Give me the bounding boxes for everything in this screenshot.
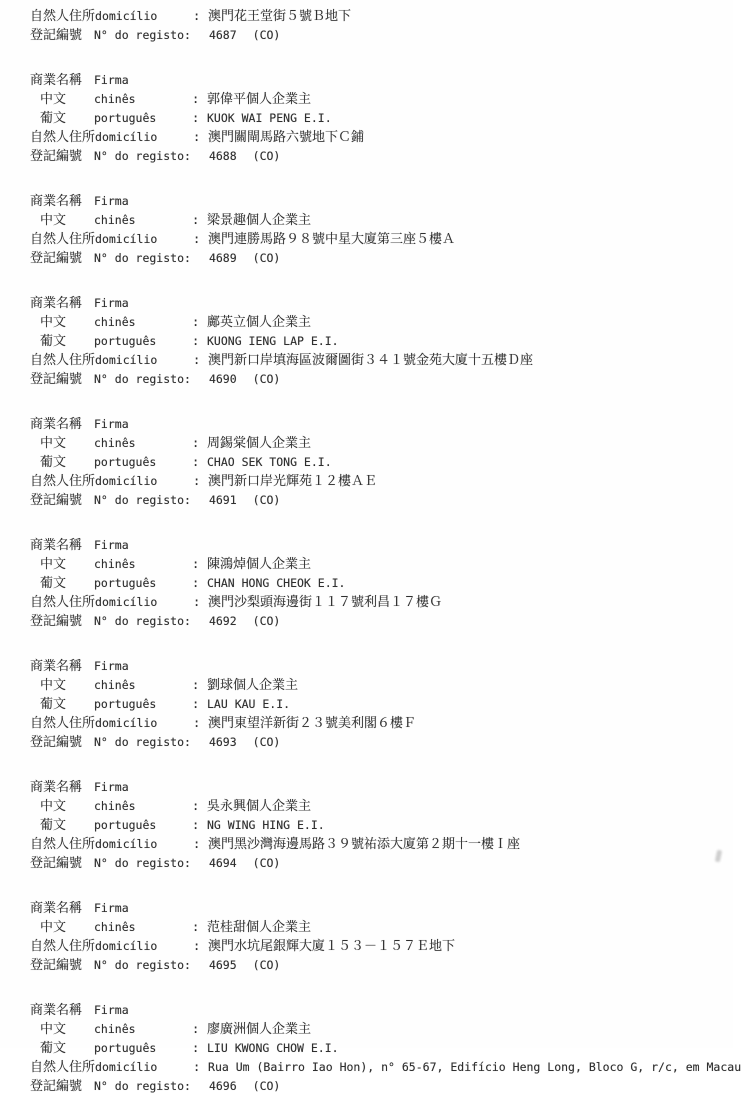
registo-label-zh: 登記編號: [30, 372, 83, 387]
registo-suffix: (CO): [252, 28, 281, 42]
registo-label-pt: N° do registo:: [94, 856, 191, 870]
chinese-label-pt: chinês: [94, 799, 136, 813]
chinese-label-pt: chinês: [94, 436, 136, 450]
portuguese-name-value: KUOK WAI PENG E.I.: [207, 111, 332, 125]
domicilio-row: [30, 1058, 741, 1077]
registo-suffix: (CO): [252, 493, 281, 507]
colon-separator: :: [193, 837, 201, 851]
portuguese-label-pt: português: [94, 576, 157, 590]
portuguese-label-pt: português: [94, 455, 157, 469]
registo-label-zh: 登記編號: [30, 149, 83, 164]
chinese-name-row: [30, 797, 723, 816]
domicilio-row: [30, 593, 723, 612]
firma-label-pt: Firma: [94, 538, 129, 552]
domicilio-label-pt: domicílio: [95, 716, 158, 730]
colon-separator: :: [192, 818, 200, 832]
registration-record-partial: [30, 7, 723, 45]
domicilio-label-zh: 自然人住所: [30, 130, 96, 145]
colon-separator: :: [193, 9, 201, 23]
chinese-label-pt: chinês: [94, 213, 136, 227]
portuguese-label-pt: português: [94, 697, 157, 711]
portuguese-label-zh: 葡文: [40, 1041, 67, 1056]
colon-separator: :: [193, 595, 201, 609]
firma-label-zh: 商業名稱: [30, 73, 83, 88]
firma-label-pt: Firma: [94, 901, 129, 915]
registo-suffix: (CO): [252, 372, 281, 386]
registo-label-pt: N° do registo:: [94, 958, 191, 972]
domicilio-value: 澳門花王堂街５號Ｂ地下: [208, 9, 352, 24]
domicilio-label-zh: 自然人住所: [30, 716, 96, 731]
chinese-label-zh: 中文: [40, 920, 67, 935]
domicilio-label-pt: domicílio: [95, 353, 158, 367]
colon-separator: :: [192, 213, 200, 227]
domicilio-label-zh: 自然人住所: [30, 474, 96, 489]
domicilio-label-zh: 自然人住所: [30, 837, 96, 852]
portuguese-name-row: [30, 574, 723, 593]
firma-row: [30, 899, 723, 918]
colon-separator: :: [193, 232, 201, 246]
registo-number: 4690: [208, 372, 237, 386]
firma-label-zh: 商業名稱: [30, 538, 83, 553]
domicilio-label-zh: 自然人住所: [30, 232, 96, 247]
registo-number: 4694: [208, 856, 237, 870]
registo-row: [30, 491, 723, 510]
colon-separator: :: [193, 130, 201, 144]
registo-number: 4688: [208, 149, 237, 163]
registo-label-zh: 登記編號: [30, 28, 83, 43]
colon-separator: :: [193, 716, 201, 730]
domicilio-row: [30, 937, 723, 956]
firma-label-pt: Firma: [94, 780, 129, 794]
domicilio-value: 澳門黑沙灣海邊馬路３９號祐添大廈第２期十一樓Ｉ座: [208, 837, 521, 852]
registo-row: [30, 733, 723, 752]
registo-label-pt: N° do registo:: [94, 251, 191, 265]
portuguese-label-zh: 葡文: [40, 576, 67, 591]
registo-number: 4693: [208, 735, 237, 749]
chinese-label-zh: 中文: [40, 1022, 67, 1037]
firma-label-pt: Firma: [94, 659, 129, 673]
chinese-name-value: 鄺英立個人企業主: [207, 315, 312, 330]
firma-row: [30, 778, 723, 797]
portuguese-name-row: [30, 1039, 723, 1058]
domicilio-value: 澳門關閘馬路六號地下Ｃ鋪: [208, 130, 365, 145]
registo-number: 4691: [208, 493, 237, 507]
registo-number: 4689: [208, 251, 237, 265]
portuguese-name-row: [30, 816, 723, 835]
chinese-name-row: [30, 1020, 723, 1039]
portuguese-name-value: LAU KAU E.I.: [207, 697, 291, 711]
colon-separator: :: [193, 474, 201, 488]
registration-record: [30, 1001, 741, 1096]
domicilio-label-pt: domicílio: [95, 837, 158, 851]
domicilio-row: [30, 7, 723, 26]
domicilio-value: 澳門水坑尾銀輝大廈１５３－１５７Ｅ地下: [208, 939, 456, 954]
colon-separator: :: [192, 436, 200, 450]
firma-row: [30, 1001, 723, 1020]
domicilio-value: 澳門新口岸填海區波爾圖街３４１號金苑大廈十五樓Ｄ座: [208, 353, 534, 368]
colon-separator: :: [192, 576, 200, 590]
domicilio-label-zh: 自然人住所: [30, 1060, 96, 1075]
portuguese-label-pt: português: [94, 334, 157, 348]
domicilio-value: 澳門沙梨頭海邊街１１７號利昌１７樓Ｇ: [208, 595, 443, 610]
registration-record: [30, 71, 723, 166]
firma-row: [30, 657, 723, 676]
chinese-name-row: [30, 676, 723, 695]
registo-label-zh: 登記編號: [30, 958, 83, 973]
firma-label-pt: Firma: [94, 417, 129, 431]
registo-row: [30, 612, 723, 631]
colon-separator: :: [192, 111, 200, 125]
chinese-name-value: 陳鴻焯個人企業主: [207, 557, 312, 572]
portuguese-name-row: [30, 453, 723, 472]
chinese-label-zh: 中文: [40, 92, 67, 107]
chinese-name-value: 周錫棠個人企業主: [207, 436, 312, 451]
colon-separator: :: [192, 92, 200, 106]
firma-label-zh: 商業名稱: [30, 417, 83, 432]
chinese-label-zh: 中文: [40, 315, 67, 330]
domicilio-value: 澳門新口岸光輝苑１２樓ＡＥ: [208, 474, 378, 489]
firma-label-zh: 商業名稱: [30, 1003, 83, 1018]
registo-label-pt: N° do registo:: [94, 614, 191, 628]
registration-record: [30, 192, 723, 268]
portuguese-label-zh: 葡文: [40, 697, 67, 712]
domicilio-row: [30, 714, 723, 733]
portuguese-label-pt: português: [94, 818, 157, 832]
domicilio-label-pt: domicílio: [95, 9, 158, 23]
colon-separator: :: [192, 455, 200, 469]
registo-suffix: (CO): [252, 735, 281, 749]
domicilio-row: [30, 835, 723, 854]
chinese-name-value: 吳永興個人企業主: [207, 799, 312, 814]
domicilio-row: [30, 230, 723, 249]
chinese-label-pt: chinês: [94, 920, 136, 934]
portuguese-name-row: [30, 332, 723, 351]
firma-label-pt: Firma: [94, 1003, 129, 1017]
chinese-name-row: [30, 434, 723, 453]
registo-label-pt: N° do registo:: [94, 735, 191, 749]
domicilio-label-pt: domicílio: [95, 595, 158, 609]
firma-label-zh: 商業名稱: [30, 194, 83, 209]
colon-separator: :: [193, 1060, 201, 1074]
colon-separator: :: [192, 334, 200, 348]
portuguese-name-value: CHAN HONG CHEOK E.I.: [207, 576, 346, 590]
domicilio-row: [30, 351, 723, 370]
registration-record: [30, 415, 723, 510]
chinese-label-pt: chinês: [94, 557, 136, 571]
domicilio-label-pt: domicílio: [95, 1060, 158, 1074]
registration-record: [30, 778, 723, 873]
registo-label-zh: 登記編號: [30, 735, 83, 750]
chinese-label-zh: 中文: [40, 799, 67, 814]
colon-separator: :: [192, 697, 200, 711]
domicilio-label-zh: 自然人住所: [30, 939, 96, 954]
registo-row: [30, 147, 723, 166]
chinese-label-zh: 中文: [40, 557, 67, 572]
registo-row: [30, 249, 723, 268]
chinese-name-row: [30, 918, 723, 937]
domicilio-row: [30, 472, 723, 491]
chinese-name-row: [30, 90, 723, 109]
domicilio-label-pt: domicílio: [95, 130, 158, 144]
portuguese-label-zh: 葡文: [40, 818, 67, 833]
registo-suffix: (CO): [252, 1079, 281, 1093]
firma-label-zh: 商業名稱: [30, 780, 83, 795]
domicilio-row: [30, 128, 723, 147]
colon-separator: :: [192, 1022, 200, 1036]
chinese-name-value: 范桂甜個人企業主: [207, 920, 312, 935]
colon-separator: :: [192, 557, 200, 571]
firma-row: [30, 415, 723, 434]
firma-row: [30, 294, 723, 313]
registo-label-pt: N° do registo:: [94, 149, 191, 163]
portuguese-name-value: KUONG IENG LAP E.I.: [207, 334, 339, 348]
registration-record: [30, 536, 723, 631]
registo-number: 4692: [208, 614, 237, 628]
domicilio-label-zh: 自然人住所: [30, 9, 96, 24]
registo-number: 4687: [208, 28, 237, 42]
colon-separator: :: [192, 678, 200, 692]
registo-suffix: (CO): [252, 614, 281, 628]
firma-label-pt: Firma: [94, 73, 129, 87]
registo-row: [30, 370, 723, 389]
registo-label-pt: N° do registo:: [94, 493, 191, 507]
registration-record: [30, 899, 723, 975]
registo-suffix: (CO): [252, 856, 281, 870]
colon-separator: :: [192, 1041, 200, 1055]
portuguese-name-value: NG WING HING E.I.: [207, 818, 325, 832]
chinese-label-pt: chinês: [94, 92, 136, 106]
chinese-label-zh: 中文: [40, 213, 67, 228]
domicilio-label-zh: 自然人住所: [30, 595, 96, 610]
registo-label-zh: 登記編號: [30, 614, 83, 629]
registration-record: [30, 294, 723, 389]
chinese-name-row: [30, 555, 723, 574]
domicilio-label-pt: domicílio: [95, 232, 158, 246]
firma-label-zh: 商業名稱: [30, 901, 83, 916]
chinese-name-value: 廖廣洲個人企業主: [207, 1022, 312, 1037]
domicilio-label-pt: domicílio: [95, 474, 158, 488]
chinese-label-zh: 中文: [40, 678, 67, 693]
registo-label-zh: 登記編號: [30, 856, 83, 871]
registo-suffix: (CO): [252, 251, 281, 265]
registo-row: [30, 956, 723, 975]
portuguese-name-row: [30, 695, 723, 714]
registo-suffix: (CO): [252, 958, 281, 972]
portuguese-label-pt: português: [94, 1041, 157, 1055]
firma-row: [30, 192, 723, 211]
colon-separator: :: [192, 315, 200, 329]
colon-separator: :: [193, 939, 201, 953]
chinese-name-value: 郭偉平個人企業主: [207, 92, 312, 107]
registo-number: 4695: [208, 958, 237, 972]
firma-label-zh: 商業名稱: [30, 659, 83, 674]
registo-label-pt: N° do registo:: [94, 28, 191, 42]
portuguese-label-pt: português: [94, 111, 157, 125]
firma-row: [30, 71, 723, 90]
registo-number: 4696: [208, 1079, 237, 1093]
colon-separator: :: [192, 799, 200, 813]
registo-row: [30, 854, 723, 873]
firma-label-zh: 商業名稱: [30, 296, 83, 311]
domicilio-value: 澳門連勝馬路９８號中星大廈第三座５樓Ａ: [208, 232, 456, 247]
firma-row: [30, 536, 723, 555]
portuguese-label-zh: 葡文: [40, 334, 67, 349]
firma-label-pt: Firma: [94, 194, 129, 208]
domicilio-value: 澳門東望洋新街２３號美利閣６樓Ｆ: [208, 716, 417, 731]
firma-label-pt: Firma: [94, 296, 129, 310]
domicilio-label-pt: domicílio: [95, 939, 158, 953]
chinese-label-pt: chinês: [94, 1022, 136, 1036]
chinese-label-zh: 中文: [40, 436, 67, 451]
registo-label-zh: 登記編號: [30, 251, 83, 266]
chinese-name-value: 梁景趣個人企業主: [207, 213, 312, 228]
portuguese-name-value: LIU KWONG CHOW E.I.: [207, 1041, 339, 1055]
registo-label-pt: N° do registo:: [94, 372, 191, 386]
colon-separator: :: [192, 920, 200, 934]
portuguese-name-value: CHAO SEK TONG E.I.: [207, 455, 332, 469]
portuguese-label-zh: 葡文: [40, 455, 67, 470]
portuguese-label-zh: 葡文: [40, 111, 67, 126]
domicilio-label-zh: 自然人住所: [30, 353, 96, 368]
chinese-name-row: [30, 211, 723, 230]
registo-label-zh: 登記編號: [30, 493, 83, 508]
registration-record: [30, 657, 723, 752]
colon-separator: :: [193, 353, 201, 367]
registo-label-pt: N° do registo:: [94, 1079, 191, 1093]
chinese-label-pt: chinês: [94, 678, 136, 692]
chinese-name-value: 劉球個人企業主: [207, 678, 299, 693]
chinese-name-row: [30, 313, 723, 332]
domicilio-value: Rua Um (Bairro Iao Hon), n° 65-67, Edifício Heng Long, Bloco G, r/c, em Macau: [208, 1060, 741, 1074]
portuguese-name-row: [30, 109, 723, 128]
registo-row: [30, 1077, 723, 1096]
registo-row: [30, 26, 723, 45]
registo-suffix: (CO): [252, 149, 281, 163]
chinese-label-pt: chinês: [94, 315, 136, 329]
registo-label-zh: 登記編號: [30, 1079, 83, 1094]
